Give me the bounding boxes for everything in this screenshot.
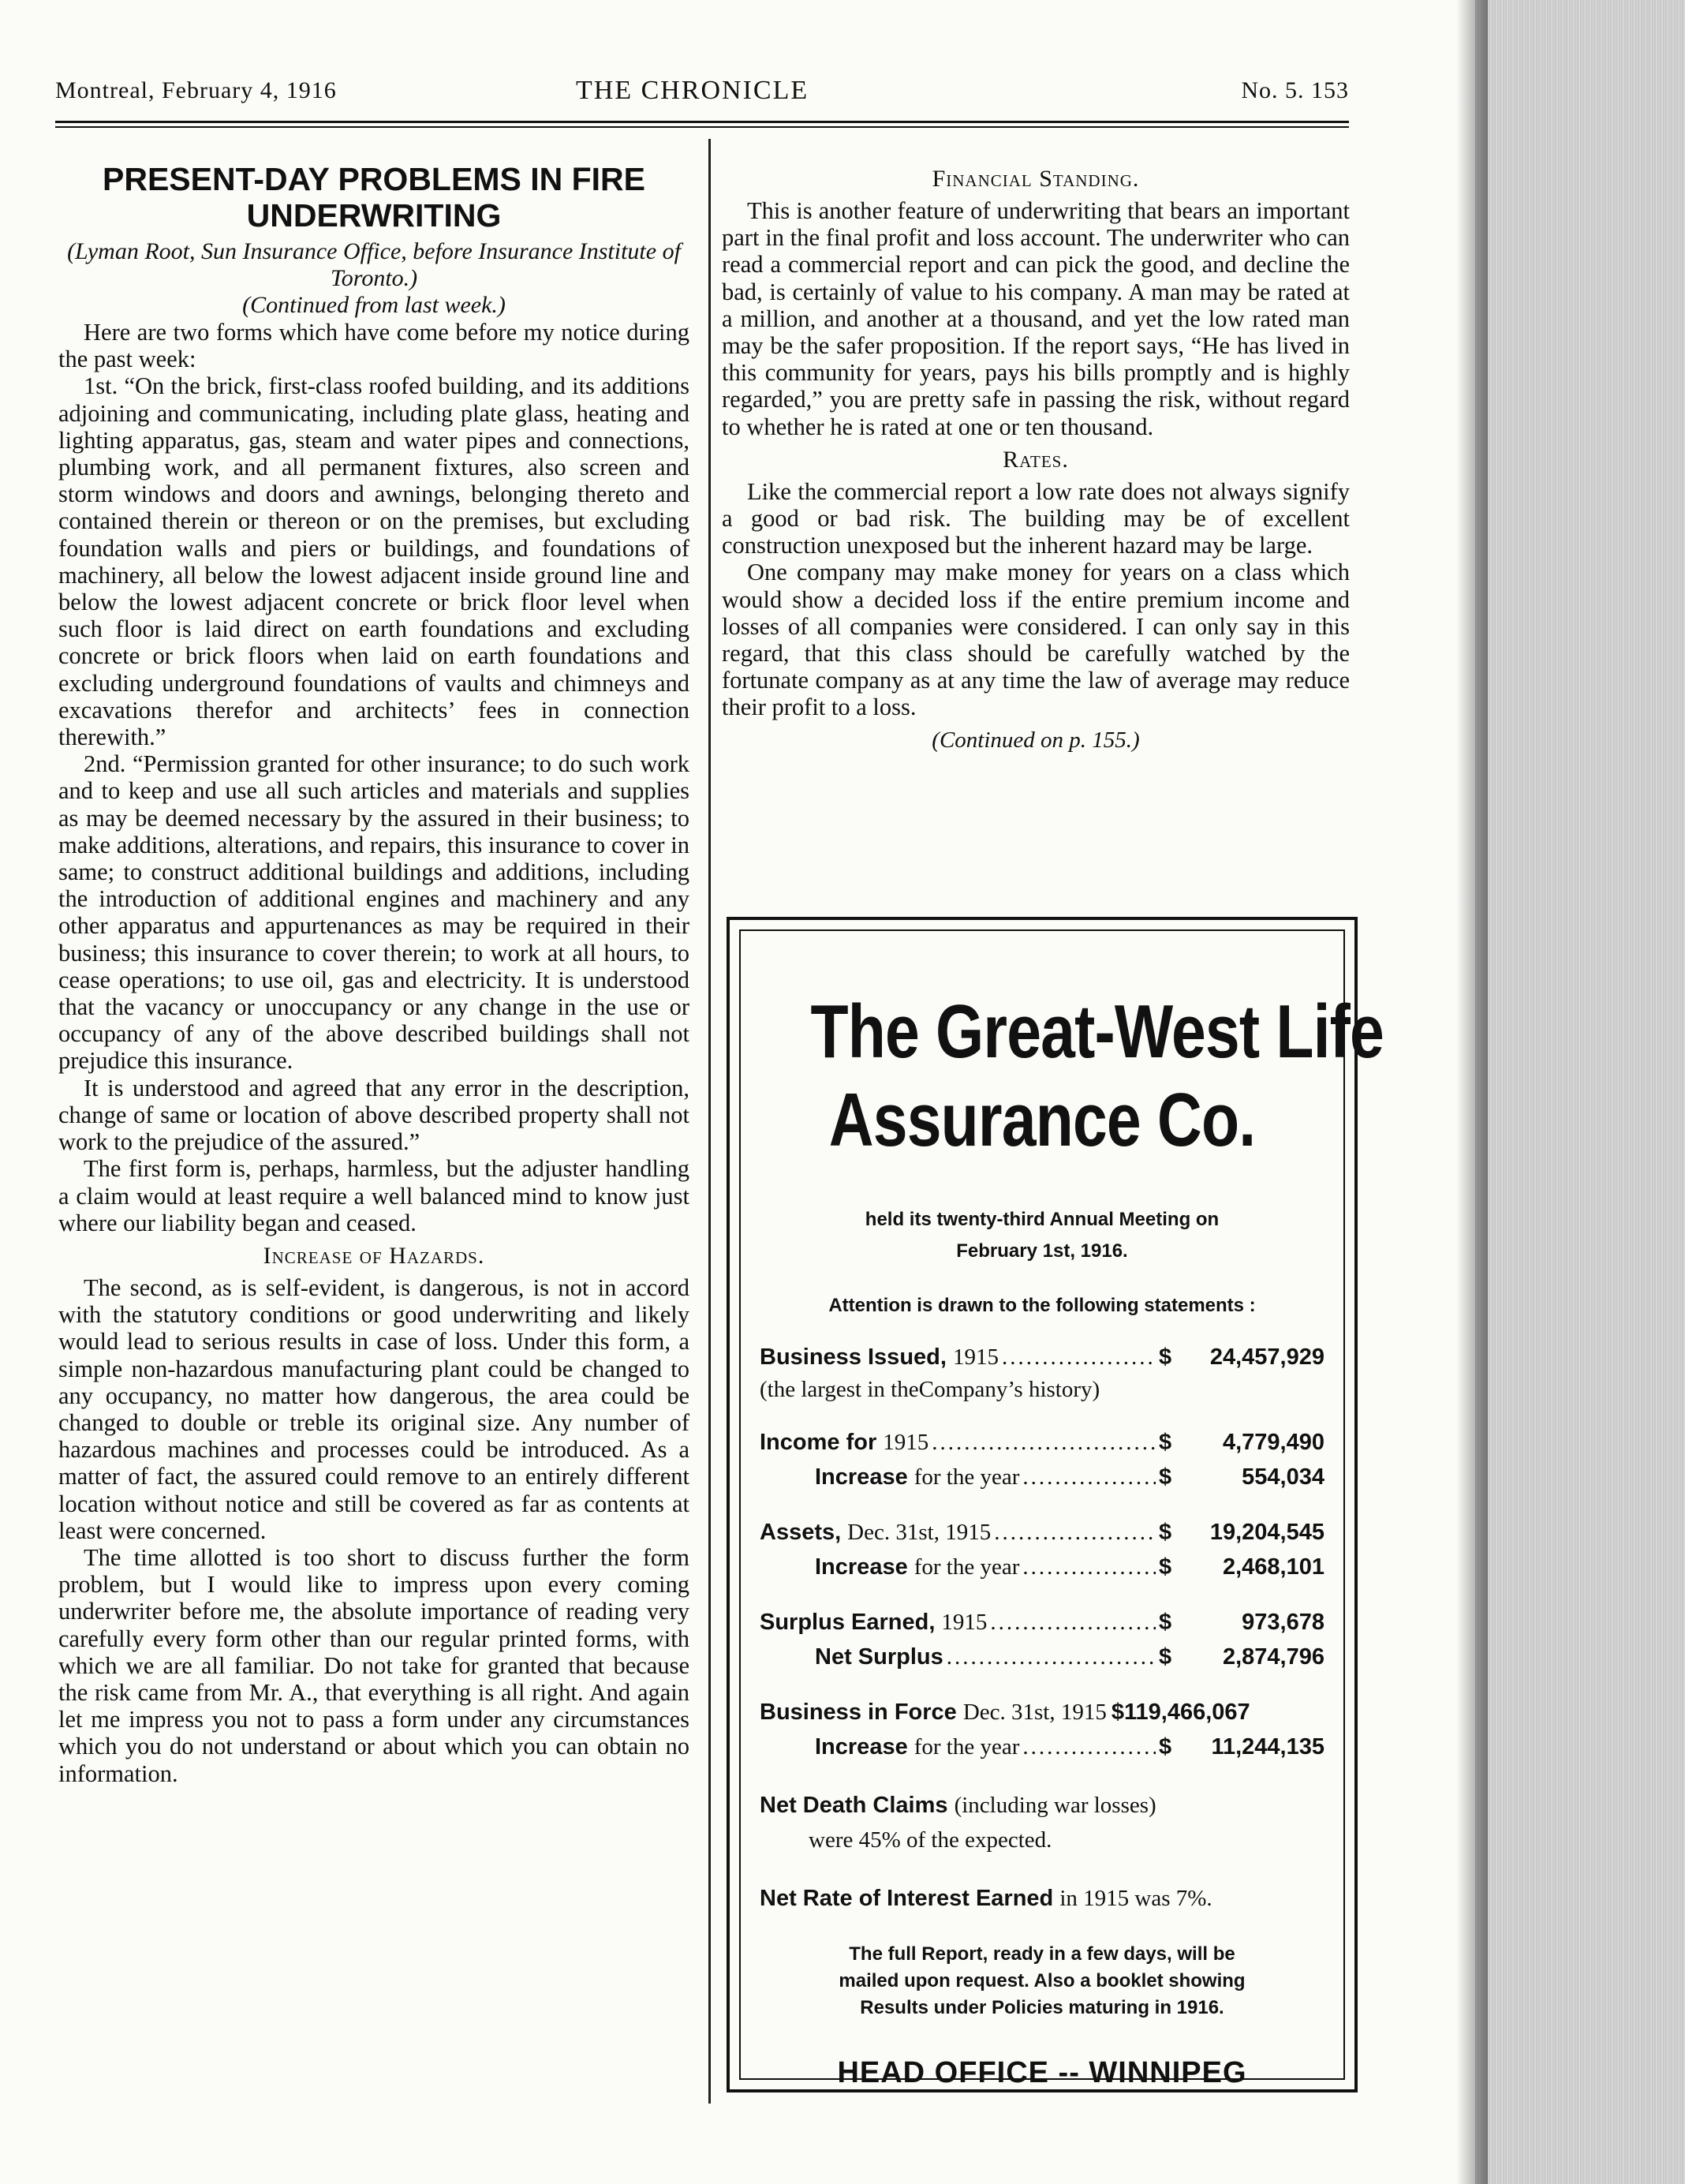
amount-value: 2,468,101 [1222,1554,1324,1580]
assets-amount [1159,1515,1324,1550]
currency-sign: $ [1159,1344,1172,1370]
ad-title-line-1: The Great-West Life [810,989,1384,1074]
in-force-group [760,1695,1324,1764]
income-increase-row [760,1460,1324,1494]
assets-increase-row [760,1550,1324,1584]
article-paragraph: This is another feature of underwriting that bears an important part in the final profit and loss account. The underwriter who can read a commercial report and can pick the good, and decline the bad, is certainly of value to his company. A man may be rated at a million, and another at a thousand, and yet the low rated man may be the safer proposition. If the report says, “He has lived in this community for years, pays his bills promptly and is highly regarded,” you are pretty safe in passing the risk, without regard to whether he is rated at one or ten thousand. [722,197,1350,440]
running-head-date: Montreal, February 4, 1916 [55,77,337,103]
article-paragraph: The second, as is self-evident, is dangerous, is not in accord with the statutory conditions or good underwriting and likely would lead to serious results in case of loss. Under this form, a simple non-hazardous manufacturing plant could be changed to any occupancy, no matter how dangerous, the area could be changed to double or treble its original size. Any number of hazardous machines and processes could be introduced. As a matter of fact, the assured could remove to an entirely different location without notice and still be covered as far as contents at least were concerned. [58,1273,689,1544]
book-page-edges [1475,0,1685,2184]
in-force-increase-label: Increase [815,1734,908,1760]
assets-increase-amount [1159,1550,1324,1584]
article-title: PRESENT-DAY PROBLEMS IN FIRE UNDERWRITING [102,161,645,234]
amount-value: 24,457,929 [1209,1344,1324,1370]
amount-value: 4,779,490 [1222,1430,1324,1455]
subhead-rates: Rates. [1003,446,1069,473]
running-head [55,77,1349,117]
business-issued-note: (the largest in theCompany’s history) [760,1377,1100,1402]
report-line-1: The full Report, ready in a few days, will be [849,1943,1235,1965]
subhead-increase-of-hazards: Increase of Hazards. [263,1242,485,1269]
currency-sign: $ [1159,1430,1172,1455]
leader-dots [932,1425,1156,1460]
assets-row [760,1515,1324,1550]
ad-meeting-notice [760,1204,1324,1267]
article-paragraph: Here are two forms which have come before my notice during the past week: [58,319,689,373]
full-report-notice [760,1941,1324,2021]
leader-dots [990,1605,1156,1640]
article-paragraph: The first form is, perhaps, harmless, but the adjuster handling a claim would at least require a well balanced mind to know just where our liability began and ceased. [58,1155,689,1236]
leader-dots [1022,1730,1156,1764]
income-amount [1159,1425,1324,1460]
leader-dots [1022,1460,1156,1494]
assets-increase-text: for the year [913,1554,1020,1580]
running-head-page-number: No. 5. 153 [1241,77,1349,103]
in-force-amount: $119,466,067 [1111,1700,1250,1725]
report-line-2: mailed upon request. Also a booklet showing [839,1970,1246,1991]
income-row [760,1425,1324,1460]
in-force-year: Dec. 31st, 1915 [962,1700,1107,1725]
currency-sign: $ [1159,1610,1172,1635]
interest-label: Net Rate of Interest Earned [760,1886,1054,1911]
business-issued-row [760,1340,1324,1374]
assets-year: Dec. 31st, 1915 [847,1520,992,1545]
income-group [760,1425,1324,1494]
head-office-line: HEAD OFFICE -- WINNIPEG [837,2056,1247,2089]
article-paragraph: Like the commercial report a low rate does not always signify a good or bad risk. The building may be of excellent construction unexposed but the inherent hazard may be large. [722,477,1350,559]
article-paragraph: One company may make money for years on a class which would show a decided loss if the entire premium income and losses of all companies were considered. I can only say in this regard, that this class should be carefully watched by the fortunate company as at any time the law of average may reduce their profit to a loss. [722,559,1350,721]
amount-value: 2,874,796 [1222,1644,1324,1670]
net-surplus-row [760,1640,1324,1674]
assets-label: Assets, [760,1520,842,1545]
running-head-title: THE CHRONICLE [576,76,809,105]
right-column [722,159,1350,754]
in-force-label: Business in Force [760,1700,957,1725]
column-divider [708,139,711,2104]
business-issued-year: 1915 [952,1344,999,1370]
ad-title-line-2: Assurance Co. [828,1078,1256,1162]
income-year: 1915 [883,1430,929,1455]
financial-statements [760,1340,1324,1764]
surplus-group [760,1605,1324,1674]
death-claims-label: Net Death Claims [760,1793,948,1818]
surplus-row [760,1605,1324,1640]
in-force-increase-text: for the year [913,1734,1020,1760]
leader-dots [994,1515,1156,1550]
interest-text: in 1915 was 7%. [1059,1886,1212,1911]
ad-meeting-line-2: February 1st, 1916. [956,1240,1128,1262]
surplus-year: 1915 [941,1610,988,1635]
article-byline: (Lyman Root, Sun Insurance Office, before Insurance Institute of Toronto.) [67,238,681,291]
article-paragraph: 1st. “On the brick, first-class roofed building, and its additions adjoining and communicating, including plate glass, heating and lighting apparatus, gas, steam and water pipes and connections, plumbing work, and all permanent fixtures, also screen and storm windows and doors and awnings, belonging thereto and contained therein or thereon or on the premises, but excluding foundation walls and piers or buildings, and foundations of machinery, all below the lowest adjacent inside ground line and below the lowest adjacent concrete or brick floor level when such floor is laid direct on earth foundations and excluding concrete or brick floors when laid on earth foundations and excluding underground foundations of vaults and chimneys and excavations therefor and architects’ fees in connection therewith.” [58,372,689,751]
death-claims-line-2: were 45% of the expected. [809,1827,1052,1853]
article-paragraph: It is understood and agreed that any error in the description, change of same or location of above described property shall not work to the prejudice of the assured.” [58,1074,689,1156]
assets-increase-label: Increase [815,1554,908,1580]
article-paragraph: The time allotted is too short to discuss further the form problem, but I would like to impress upon every coming underwriter before me, the absolute importance of reading very carefully every form other than our regular printed forms, with which we are all familiar. Do not take for granted that because the risk came from Mr. A., that everything is all right. And again let me impress you not to pass a form under any circumstances which you do not understand or about which you can obtain no information. [58,1543,689,1787]
currency-sign: $ [1159,1734,1172,1760]
in-force-increase-amount [1159,1730,1324,1764]
currency-sign: $ [1159,1464,1172,1490]
in-force-increase-row [760,1730,1324,1764]
in-force-row [760,1695,1324,1730]
currency-sign: $ [1159,1520,1172,1545]
income-increase-label: Increase [815,1464,908,1490]
interest-statement [760,1881,1324,1916]
amount-value: 973,678 [1242,1610,1324,1635]
business-issued-amount [1159,1340,1324,1374]
income-label: Income for [760,1430,877,1455]
continued-from-note: (Continued from last week.) [242,292,506,318]
business-issued-label: Business Issued, [760,1344,947,1370]
death-claims-statement [760,1788,1324,1857]
ad-meeting-line-1: held its twenty-third Annual Meeting on [865,1209,1220,1230]
net-surplus-amount [1159,1640,1324,1674]
leader-dots [947,1640,1156,1674]
income-increase-text: for the year [913,1464,1020,1490]
leader-dots [1002,1340,1156,1374]
head-rule-top [55,121,1349,123]
leader-dots [1022,1550,1156,1584]
great-west-life-advertisement [727,917,1384,2092]
binding-shadow [1456,0,1488,2184]
currency-sign: $ [1159,1644,1172,1670]
continued-on-note: (Continued on p. 155.) [932,727,1140,753]
amount-value: 554,034 [1242,1464,1324,1490]
ad-attention-line: Attention is drawn to the following statements : [828,1295,1256,1316]
left-column [58,158,689,1787]
business-issued-group [760,1340,1324,1404]
surplus-label: Surplus Earned, [760,1610,936,1635]
advertisement-inner-frame [739,929,1384,2089]
amount-value: 19,204,545 [1209,1520,1324,1545]
death-claims-text: (including war losses) [954,1793,1156,1818]
article-paragraph: 2nd. “Permission granted for other insurance; to do such work and to keep and use all such articles and materials and supplies as may be deemed necessary by the assured in their business; to make additions, alterations, and repairs, this insurance to cover in same; to construct additional buildings and additions, including the introduction of additional engines and machinery and any other apparatus and appurtenances as may be required in their business; this insurance to cover therein; to work at all hours, to cease operations; to use oil, gas and electricity. It is understood that the vacancy or unoccupancy or any change in the use or occupancy of any of the above described buildings shall not prejudice this insurance. [58,750,689,1075]
amount-value: 11,244,135 [1211,1734,1324,1760]
net-surplus-label: Net Surplus [815,1644,943,1670]
currency-sign: $ [1159,1554,1172,1580]
subhead-financial-standing: Financial Standing. [932,166,1140,192]
surplus-amount [1159,1605,1324,1640]
assets-group [760,1515,1324,1584]
income-increase-amount [1159,1460,1324,1494]
report-line-3: Results under Policies maturing in 1916. [860,1997,1224,2018]
head-rule-bottom [55,126,1349,128]
